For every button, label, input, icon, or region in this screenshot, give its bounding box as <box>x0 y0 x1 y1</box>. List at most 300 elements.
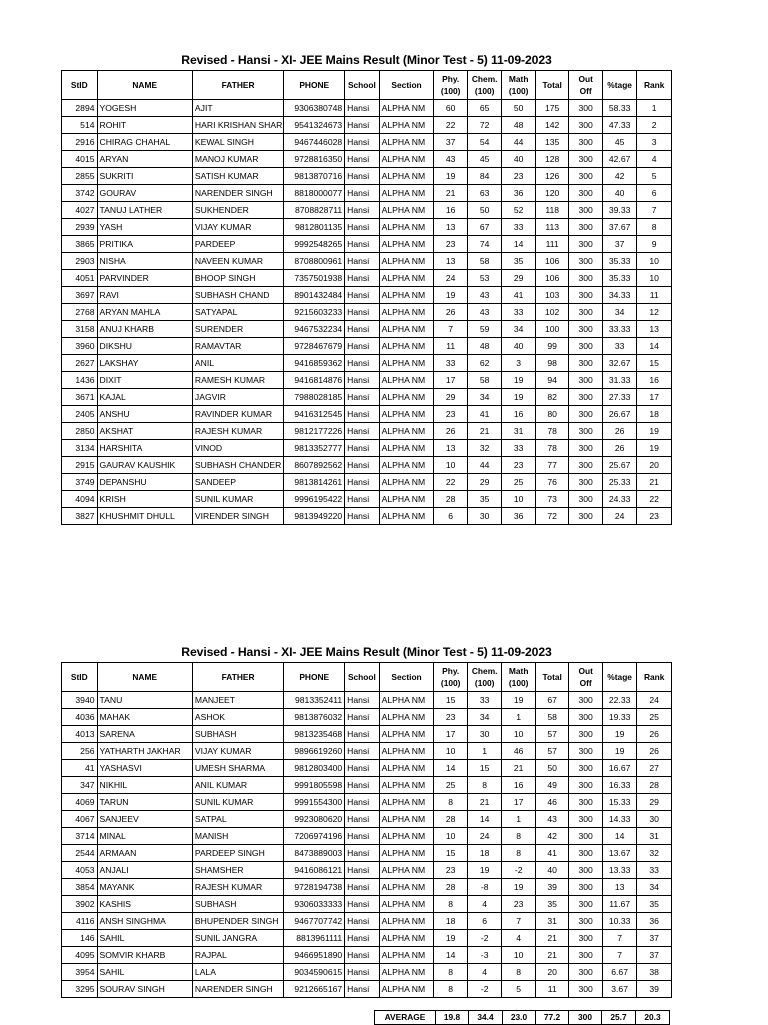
cell-total: 73 <box>535 491 568 508</box>
table-row <box>62 947 672 964</box>
cell-section: ALPHA NM <box>379 270 434 287</box>
table-row <box>62 355 672 372</box>
cell-stid: 4095 <box>62 947 98 964</box>
cell-name: PARVINDER <box>97 270 192 287</box>
cell-father: PARDEEP <box>192 236 283 253</box>
cell-section: ALPHA NM <box>379 692 434 709</box>
cell-rank: 21 <box>637 474 672 491</box>
cell-phy: 28 <box>434 811 467 828</box>
table-row <box>62 134 672 151</box>
cell-phy: 13 <box>434 253 467 270</box>
cell-phy: 23 <box>434 406 467 423</box>
cell-school: Hansi <box>345 423 380 440</box>
cell-name: PRITIKA <box>97 236 192 253</box>
cell-name: SARENA <box>97 726 192 743</box>
cell-chem: 29 <box>467 474 502 491</box>
cell-section: ALPHA NM <box>379 508 434 525</box>
header-row <box>62 71 672 100</box>
cell-total: 78 <box>535 423 568 440</box>
cell-out-off: 300 <box>569 726 602 743</box>
cell-out-off: 300 <box>569 508 602 525</box>
cell-math: 50 <box>502 100 535 117</box>
cell-section: ALPHA NM <box>379 185 434 202</box>
cell-name: SAHIL <box>97 930 192 947</box>
cell-phy: 7 <box>434 321 467 338</box>
cell-stid: 2405 <box>62 406 98 423</box>
cell-father: JAGVIR <box>192 389 283 406</box>
cell-percentage: 16.33 <box>602 777 637 794</box>
cell-section: ALPHA NM <box>379 964 434 981</box>
cell-father: BHUPENDER SINGH <box>192 913 283 930</box>
cell-total: 67 <box>535 692 568 709</box>
cell-percentage: 3.67 <box>602 981 637 998</box>
cell-school: Hansi <box>345 692 380 709</box>
cell-out-off: 300 <box>569 134 602 151</box>
cell-phone: 9466951890 <box>284 947 345 964</box>
cell-percentage: 34 <box>602 304 637 321</box>
cell-phone: 9306380748 <box>284 100 345 117</box>
cell-stid: 41 <box>62 760 98 777</box>
cell-phy: 16 <box>434 202 467 219</box>
cell-father: ANIL KUMAR <box>192 777 283 794</box>
cell-stid: 1436 <box>62 372 98 389</box>
cell-name: MINAL <box>97 828 192 845</box>
cell-stid: 2916 <box>62 134 98 151</box>
cell-out-off: 300 <box>569 811 602 828</box>
cell-phone: 9467707742 <box>284 913 345 930</box>
cell-phone: 9416859362 <box>284 355 345 372</box>
cell-phy: 19 <box>434 287 467 304</box>
table-row <box>62 338 672 355</box>
col-header-math: Math (100) <box>502 663 535 692</box>
cell-name: KHUSHMIT DHULL <box>97 508 192 525</box>
table-row <box>62 168 672 185</box>
cell-percentage: 22.33 <box>602 692 637 709</box>
table-row <box>62 474 672 491</box>
cell-stid: 4027 <box>62 202 98 219</box>
cell-name: MAYANK <box>97 879 192 896</box>
cell-phone: 9416814876 <box>284 372 345 389</box>
col-header-chem: Chem. (100) <box>467 663 502 692</box>
cell-rank: 10 <box>637 270 672 287</box>
cell-rank: 37 <box>637 930 672 947</box>
cell-section: ALPHA NM <box>379 236 434 253</box>
cell-name: ARMAAN <box>97 845 192 862</box>
cell-out-off: 300 <box>569 474 602 491</box>
cell-father: RAMAVTAR <box>192 338 283 355</box>
cell-stid: 3158 <box>62 321 98 338</box>
cell-out-off: 300 <box>569 947 602 964</box>
cell-school: Hansi <box>345 304 380 321</box>
cell-chem: 18 <box>467 845 502 862</box>
cell-phy: 14 <box>434 760 467 777</box>
table-row <box>62 777 672 794</box>
cell-math: 33 <box>502 219 535 236</box>
cell-phy: 17 <box>434 372 467 389</box>
cell-percentage: 16.67 <box>602 760 637 777</box>
cell-out-off: 300 <box>569 457 602 474</box>
cell-school: Hansi <box>345 406 380 423</box>
cell-chem: 30 <box>467 726 502 743</box>
table-row <box>62 964 672 981</box>
cell-phone: 9992548265 <box>284 236 345 253</box>
cell-math: 7 <box>502 913 535 930</box>
cell-stid: 4051 <box>62 270 98 287</box>
cell-stid: 2855 <box>62 168 98 185</box>
cell-school: Hansi <box>345 168 380 185</box>
cell-name: SUKRITI <box>97 168 192 185</box>
cell-percentage: 47.33 <box>602 117 637 134</box>
cell-section: ALPHA NM <box>379 287 434 304</box>
cell-math: 19 <box>502 879 535 896</box>
cell-total: 39 <box>535 879 568 896</box>
cell-stid: 4036 <box>62 709 98 726</box>
cell-rank: 10 <box>637 253 672 270</box>
cell-stid: 146 <box>62 930 98 947</box>
cell-phy: 8 <box>434 981 467 998</box>
cell-math: 10 <box>502 491 535 508</box>
cell-stid: 514 <box>62 117 98 134</box>
cell-stid: 2903 <box>62 253 98 270</box>
cell-section: ALPHA NM <box>379 491 434 508</box>
cell-father: AJIT <box>192 100 283 117</box>
cell-total: 35 <box>535 896 568 913</box>
average-summary-table <box>374 1010 670 1025</box>
cell-math: 10 <box>502 726 535 743</box>
cell-percentage: 13.67 <box>602 845 637 862</box>
cell-math: 5 <box>502 981 535 998</box>
cell-chem: 19 <box>467 862 502 879</box>
cell-phy: 8 <box>434 896 467 913</box>
table-row <box>62 828 672 845</box>
cell-chem: 43 <box>467 304 502 321</box>
cell-math: 40 <box>502 338 535 355</box>
cell-out-off: 300 <box>569 372 602 389</box>
col-header-stid: StID <box>62 71 98 100</box>
cell-phone: 9212665167 <box>284 981 345 998</box>
average-out-off: 300 <box>569 1011 602 1025</box>
cell-phone: 8818000077 <box>284 185 345 202</box>
cell-stid: 2850 <box>62 423 98 440</box>
cell-total: 102 <box>535 304 568 321</box>
cell-total: 43 <box>535 811 568 828</box>
cell-section: ALPHA NM <box>379 760 434 777</box>
cell-math: 8 <box>502 964 535 981</box>
cell-name: SAHIL <box>97 964 192 981</box>
cell-chem: 74 <box>467 236 502 253</box>
cell-father: RAVINDER KUMAR <box>192 406 283 423</box>
cell-father: MANISH <box>192 828 283 845</box>
cell-percentage: 24.33 <box>602 491 637 508</box>
cell-out-off: 300 <box>569 219 602 236</box>
cell-out-off: 300 <box>569 440 602 457</box>
cell-rank: 37 <box>637 947 672 964</box>
cell-father: SUBHASH <box>192 726 283 743</box>
cell-school: Hansi <box>345 947 380 964</box>
cell-total: 42 <box>535 828 568 845</box>
cell-section: ALPHA NM <box>379 168 434 185</box>
cell-rank: 23 <box>637 508 672 525</box>
cell-total: 135 <box>535 134 568 151</box>
cell-out-off: 300 <box>569 100 602 117</box>
cell-name: SANJEEV <box>97 811 192 828</box>
cell-section: ALPHA NM <box>379 879 434 896</box>
cell-school: Hansi <box>345 219 380 236</box>
cell-chem: 34 <box>467 389 502 406</box>
cell-school: Hansi <box>345 185 380 202</box>
col-header-phy: Phy. (100) <box>434 663 467 692</box>
cell-father: VINOD <box>192 440 283 457</box>
cell-name: DEPANSHU <box>97 474 192 491</box>
cell-phone: 9467446028 <box>284 134 345 151</box>
cell-father: VIJAY KUMAR <box>192 743 283 760</box>
cell-chem: 58 <box>467 372 502 389</box>
table-row <box>62 202 672 219</box>
cell-percentage: 13 <box>602 879 637 896</box>
cell-phone: 7988028185 <box>284 389 345 406</box>
cell-chem: 59 <box>467 321 502 338</box>
cell-father: SATISH KUMAR <box>192 168 283 185</box>
cell-father: SURENDER <box>192 321 283 338</box>
average-math: 23.0 <box>503 1011 536 1025</box>
cell-percentage: 32.67 <box>602 355 637 372</box>
cell-phone: 8473889003 <box>284 845 345 862</box>
cell-phone: 9034590615 <box>284 964 345 981</box>
cell-percentage: 26.67 <box>602 406 637 423</box>
cell-out-off: 300 <box>569 168 602 185</box>
col-header-section: Section <box>379 71 434 100</box>
cell-school: Hansi <box>345 964 380 981</box>
cell-section: ALPHA NM <box>379 743 434 760</box>
cell-out-off: 300 <box>569 845 602 862</box>
cell-total: 46 <box>535 794 568 811</box>
cell-name: TANU <box>97 692 192 709</box>
cell-math: 34 <box>502 321 535 338</box>
cell-total: 82 <box>535 389 568 406</box>
cell-section: ALPHA NM <box>379 117 434 134</box>
table-row <box>62 440 672 457</box>
cell-rank: 34 <box>637 879 672 896</box>
cell-out-off: 300 <box>569 692 602 709</box>
cell-father: RAMESH KUMAR <box>192 372 283 389</box>
cell-out-off: 300 <box>569 828 602 845</box>
cell-rank: 18 <box>637 406 672 423</box>
cell-chem: -8 <box>467 879 502 896</box>
col-header-rank: Rank <box>637 663 672 692</box>
cell-total: 21 <box>535 947 568 964</box>
table-row <box>62 862 672 879</box>
cell-school: Hansi <box>345 355 380 372</box>
cell-rank: 22 <box>637 491 672 508</box>
cell-chem: 32 <box>467 440 502 457</box>
cell-percentage: 25.67 <box>602 457 637 474</box>
cell-rank: 12 <box>637 304 672 321</box>
cell-phy: 24 <box>434 270 467 287</box>
cell-name: SOURAV SINGH <box>97 981 192 998</box>
cell-school: Hansi <box>345 777 380 794</box>
cell-math: 19 <box>502 389 535 406</box>
cell-chem: 72 <box>467 117 502 134</box>
cell-phone: 9416086121 <box>284 862 345 879</box>
cell-name: AKSHAT <box>97 423 192 440</box>
cell-name: KRISH <box>97 491 192 508</box>
cell-phone: 7206974196 <box>284 828 345 845</box>
cell-phy: 18 <box>434 913 467 930</box>
sheet-title: Revised - Hansi - XI- JEE Mains Result (Minor Test - 5) 11-09-2023 <box>181 53 552 67</box>
cell-school: Hansi <box>345 845 380 862</box>
cell-math: 10 <box>502 947 535 964</box>
cell-chem: 41 <box>467 406 502 423</box>
cell-total: 94 <box>535 372 568 389</box>
col-header-out-off: Out Off <box>569 663 602 692</box>
cell-math: 8 <box>502 828 535 845</box>
cell-school: Hansi <box>345 508 380 525</box>
cell-school: Hansi <box>345 202 380 219</box>
cell-phy: 13 <box>434 219 467 236</box>
cell-chem: 21 <box>467 423 502 440</box>
cell-out-off: 300 <box>569 151 602 168</box>
cell-math: 4 <box>502 930 535 947</box>
cell-school: Hansi <box>345 981 380 998</box>
cell-rank: 5 <box>637 168 672 185</box>
cell-math: 23 <box>502 168 535 185</box>
cell-total: 99 <box>535 338 568 355</box>
cell-math: 48 <box>502 117 535 134</box>
cell-phy: 19 <box>434 168 467 185</box>
col-header-name: NAME <box>97 663 192 692</box>
cell-stid: 2544 <box>62 845 98 862</box>
sheet-title: Revised - Hansi - XI- JEE Mains Result (Minor Test - 5) 11-09-2023 <box>181 645 552 659</box>
cell-phone: 9813949220 <box>284 508 345 525</box>
cell-name: TANUJ LATHER <box>97 202 192 219</box>
cell-phone: 9541324673 <box>284 117 345 134</box>
cell-rank: 26 <box>637 743 672 760</box>
cell-section: ALPHA NM <box>379 726 434 743</box>
cell-section: ALPHA NM <box>379 777 434 794</box>
cell-out-off: 300 <box>569 913 602 930</box>
cell-out-off: 300 <box>569 253 602 270</box>
cell-total: 111 <box>535 236 568 253</box>
cell-percentage: 7 <box>602 947 637 964</box>
cell-phone: 9813352777 <box>284 440 345 457</box>
cell-stid: 3671 <box>62 389 98 406</box>
average-row <box>375 1011 670 1025</box>
cell-chem: 62 <box>467 355 502 372</box>
cell-phone: 9728816350 <box>284 151 345 168</box>
cell-name: YASH <box>97 219 192 236</box>
cell-father: RAJESH KUMAR <box>192 879 283 896</box>
cell-total: 128 <box>535 151 568 168</box>
cell-section: ALPHA NM <box>379 304 434 321</box>
table-row <box>62 372 672 389</box>
cell-percentage: 42.67 <box>602 151 637 168</box>
cell-section: ALPHA NM <box>379 440 434 457</box>
cell-chem: -2 <box>467 930 502 947</box>
cell-total: 175 <box>535 100 568 117</box>
cell-school: Hansi <box>345 828 380 845</box>
cell-rank: 16 <box>637 372 672 389</box>
cell-total: 41 <box>535 845 568 862</box>
cell-rank: 19 <box>637 440 672 457</box>
cell-section: ALPHA NM <box>379 930 434 947</box>
cell-section: ALPHA NM <box>379 811 434 828</box>
cell-section: ALPHA NM <box>379 896 434 913</box>
cell-chem: 48 <box>467 338 502 355</box>
cell-total: 11 <box>535 981 568 998</box>
cell-total: 20 <box>535 964 568 981</box>
col-header-section: Section <box>379 663 434 692</box>
cell-percentage: 58.33 <box>602 100 637 117</box>
col-header-math: Math (100) <box>502 71 535 100</box>
cell-father: SHAMSHER <box>192 862 283 879</box>
average-phy: 19.8 <box>436 1011 469 1025</box>
cell-math: 1 <box>502 709 535 726</box>
table-row <box>62 117 672 134</box>
result-table-body <box>62 692 672 998</box>
cell-rank: 6 <box>637 185 672 202</box>
table-row <box>62 219 672 236</box>
cell-school: Hansi <box>345 338 380 355</box>
cell-percentage: 7 <box>602 930 637 947</box>
cell-stid: 3714 <box>62 828 98 845</box>
cell-phone: 8901432484 <box>284 287 345 304</box>
cell-phy: 17 <box>434 726 467 743</box>
cell-stid: 4067 <box>62 811 98 828</box>
cell-total: 106 <box>535 270 568 287</box>
cell-total: 40 <box>535 862 568 879</box>
cell-name: YATHARTH JAKHAR <box>97 743 192 760</box>
cell-rank: 14 <box>637 338 672 355</box>
cell-section: ALPHA NM <box>379 862 434 879</box>
cell-percentage: 25.33 <box>602 474 637 491</box>
cell-section: ALPHA NM <box>379 794 434 811</box>
table-row <box>62 491 672 508</box>
cell-total: 49 <box>535 777 568 794</box>
cell-math: 29 <box>502 270 535 287</box>
table-row <box>62 896 672 913</box>
result-table-body <box>62 100 672 525</box>
cell-rank: 27 <box>637 760 672 777</box>
col-header-rank: Rank <box>637 71 672 100</box>
table-row <box>62 794 672 811</box>
cell-rank: 33 <box>637 862 672 879</box>
cell-percentage: 33.33 <box>602 321 637 338</box>
cell-total: 98 <box>535 355 568 372</box>
cell-phone: 9812803400 <box>284 760 345 777</box>
cell-math: 23 <box>502 896 535 913</box>
header-row <box>62 663 672 692</box>
cell-stid: 2894 <box>62 100 98 117</box>
cell-rank: 25 <box>637 709 672 726</box>
cell-math: 17 <box>502 794 535 811</box>
col-header-total: Total <box>535 71 568 100</box>
cell-out-off: 300 <box>569 338 602 355</box>
cell-total: 50 <box>535 760 568 777</box>
cell-stid: 3940 <box>62 692 98 709</box>
average-rank: 20.3 <box>636 1011 670 1025</box>
cell-total: 78 <box>535 440 568 457</box>
cell-percentage: 35.33 <box>602 253 637 270</box>
cell-name: SOMVIR KHARB <box>97 947 192 964</box>
cell-school: Hansi <box>345 896 380 913</box>
cell-school: Hansi <box>345 709 380 726</box>
cell-math: 19 <box>502 372 535 389</box>
cell-school: Hansi <box>345 811 380 828</box>
col-header-percentage: %tage <box>602 71 637 100</box>
cell-stid: 4069 <box>62 794 98 811</box>
cell-school: Hansi <box>345 879 380 896</box>
table-row <box>62 457 672 474</box>
